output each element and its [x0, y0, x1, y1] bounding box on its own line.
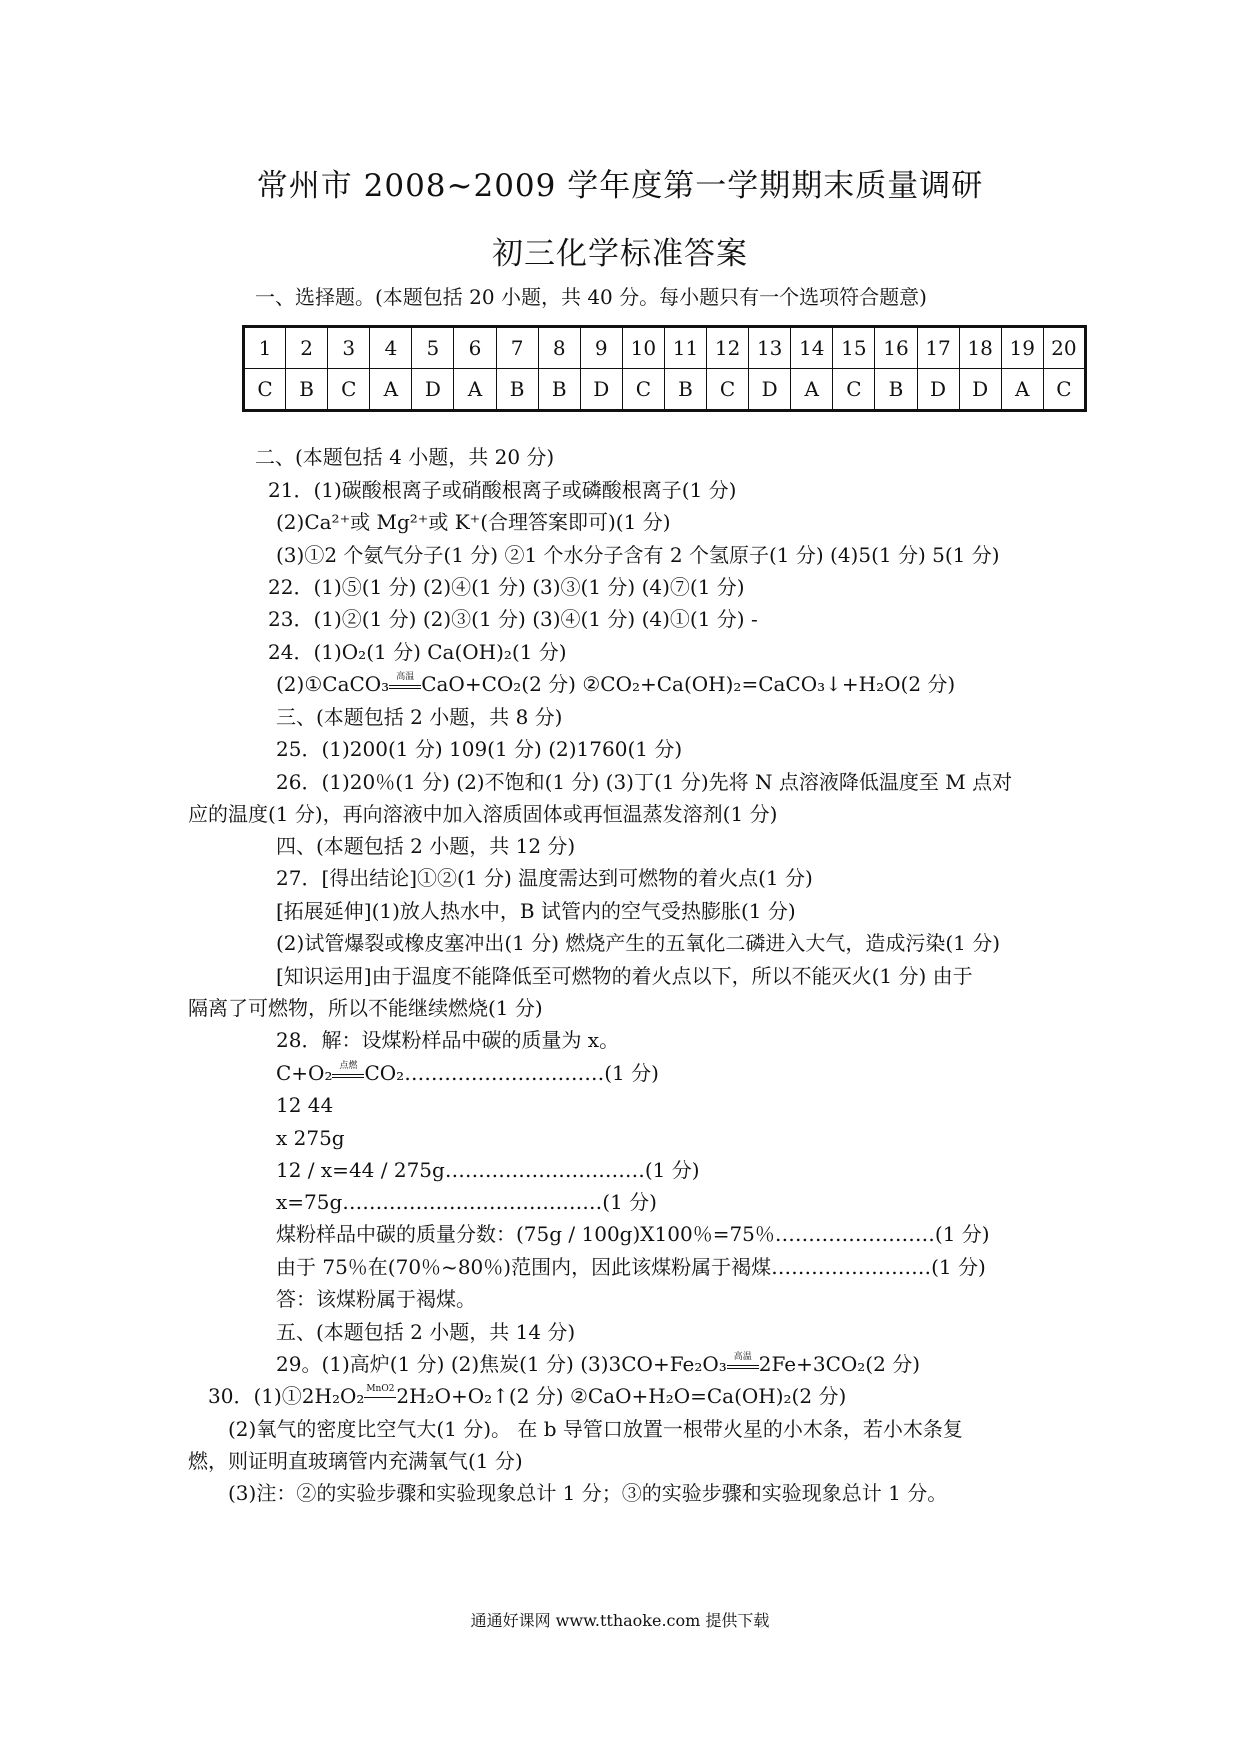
question-number-cell: 7 [496, 327, 538, 369]
reaction-condition-arrow [389, 671, 421, 696]
equation-left: (2)①CaCO₃ [276, 672, 390, 696]
answer-letter-cell: D [412, 369, 454, 411]
reaction-condition: 高温 [396, 671, 415, 682]
answer-line: 26．(1)20％(1 分) (2)不饱和(1 分) (3)丁(1 分)先将 N 点溶液降低温度至 M 点对 [276, 770, 1013, 794]
answer-line: 应的温度(1 分)，再向溶液中加入溶质固体或再恒温蒸发溶剂(1 分) [188, 802, 778, 826]
answer-line: x 275g [276, 1126, 345, 1150]
answer-line: 煤粉样品中碳的质量分数：(75g / 100g)X100％=75％……………………(1 分) [276, 1222, 990, 1246]
question-number-cell: 5 [412, 327, 454, 369]
answer-letter-cell: B [286, 369, 328, 411]
answer-letter-cell: A [791, 369, 833, 411]
question-number-cell: 10 [622, 327, 664, 369]
answer-letter-cell: B [538, 369, 580, 411]
answer-letter-cell: B [875, 369, 917, 411]
equation-left: C+O₂ [276, 1061, 333, 1085]
question-number-cell: 18 [959, 327, 1001, 369]
answer-letter-cell: C [1043, 369, 1085, 411]
answer-line: x=75g…………………………………(1 分) [276, 1190, 657, 1214]
answer-line: 25．(1)200(1 分) 109(1 分) (2)1760(1 分) [276, 737, 683, 761]
equation-line [208, 1384, 846, 1408]
question-number-cell: 8 [538, 327, 580, 369]
equation-line [276, 672, 955, 696]
page-subtitle: 初三化学标准答案 [492, 236, 748, 272]
equation-right: CaO+CO₂(2 分) ②CO₂+Ca(OH)₂=CaCO₃↓+H₂O(2 分) [421, 672, 956, 696]
equation-right: 2H₂O+O₂↑(2 分) ②CaO+H₂O=Ca(OH)₂(2 分) [396, 1384, 847, 1408]
section-1-heading: 一、选择题。(本题包括 20 小题，共 40 分。每小题只有一个选项符合题意) [255, 285, 927, 309]
answer-line: (2)Ca²⁺或 Mg²⁺或 K⁺(合理答案即可)(1 分) [276, 510, 671, 534]
equation-line [276, 1352, 920, 1376]
reaction-condition: 点燃 [339, 1060, 358, 1071]
answer-line: 27．[得出结论]①②(1 分) 温度需达到可燃物的着火点(1 分) [276, 866, 813, 890]
question-number-cell: 13 [749, 327, 791, 369]
question-number-cell: 14 [791, 327, 833, 369]
answer-letter-cell: B [496, 369, 538, 411]
answer-line: 21．(1)碳酸根离子或硝酸根离子或磷酸根离子(1 分) [268, 478, 737, 502]
answer-line: (2)试管爆裂或橡皮塞冲出(1 分) 燃烧产生的五氧化二磷进入大气，造成污染(1 分) [276, 931, 1001, 955]
question-number-cell: 16 [875, 327, 917, 369]
equation-line [276, 1061, 659, 1085]
answer-letter-cell: D [749, 369, 791, 411]
question-number-cell: 19 [1001, 327, 1043, 369]
section-3-heading: 三、(本题包括 2 小题，共 8 分) [276, 705, 563, 729]
answer-letter-row [244, 369, 1086, 411]
answer-letter-cell: C [622, 369, 664, 411]
question-number-cell: 11 [664, 327, 706, 369]
section-5-heading: 五、(本题包括 2 小题，共 14 分) [276, 1320, 576, 1344]
answer-letter-cell: D [917, 369, 959, 411]
question-number-cell: 2 [286, 327, 328, 369]
reaction-condition: 高温 [733, 1351, 752, 1362]
reaction-condition-arrow [332, 1060, 364, 1085]
page-title: 常州市 2008~2009 学年度第一学期期末质量调研 [256, 168, 984, 204]
question-number-cell: 3 [328, 327, 370, 369]
equation-right: 2Fe+3CO₂(2 分) [758, 1352, 920, 1376]
answer-line: 答：该煤粉属于褐煤。 [276, 1287, 476, 1311]
section-4-heading: 四、(本题包括 2 小题，共 12 分) [276, 834, 576, 858]
answer-line: 28．解：设煤粉样品中碳的质量为 x。 [276, 1028, 620, 1052]
answer-letter-cell: C [833, 369, 875, 411]
footer-credit: 通通好课网 www.tthaoke.com 提供下载 [470, 1611, 770, 1630]
question-number-cell: 12 [707, 327, 749, 369]
answer-line: 隔离了可燃物，所以不能继续燃烧(1 分) [188, 996, 543, 1020]
answer-line: 由于 75％在(70％~80％)范围内，因此该煤粉属于褐煤……………………(1 分) [276, 1255, 986, 1279]
answer-letter-cell: C [707, 369, 749, 411]
answer-line: 24．(1)O₂(1 分) Ca(OH)₂(1 分) [268, 640, 567, 664]
reaction-condition-arrow [364, 1383, 396, 1408]
answer-letter-cell: A [1001, 369, 1043, 411]
equation-left: 30．(1)①2H₂O₂ [208, 1384, 365, 1408]
question-number-cell: 1 [244, 327, 286, 369]
answer-line: (2)氧气的密度比空气大(1 分)。 在 b 导管口放置一根带火星的小木条，若小木条复 [228, 1417, 963, 1441]
question-number-cell: 4 [370, 327, 412, 369]
question-number-cell: 6 [454, 327, 496, 369]
equation-right: CO₂…………………………(1 分) [364, 1061, 659, 1085]
answer-line: 燃，则证明直玻璃管内充满氧气(1 分) [188, 1449, 523, 1473]
answer-letter-cell: C [244, 369, 286, 411]
answer-line: (3)①2 个氨气分子(1 分) ②1 个水分子含有 2 个氢原子(1 分) (4)5(1 分) 5(1 分) [276, 543, 1000, 567]
answer-letter-cell: D [959, 369, 1001, 411]
answer-letter-cell: C [328, 369, 370, 411]
answer-letter-cell: A [454, 369, 496, 411]
answer-line: [拓展延伸](1)放人热水中，B 试管内的空气受热膨胀(1 分) [276, 899, 796, 923]
question-number-cell: 9 [580, 327, 622, 369]
section-2-heading: 二、(本题包括 4 小题，共 20 分) [255, 445, 555, 469]
answer-line: 22．(1)⑤(1 分) (2)④(1 分) (3)③(1 分) (4)⑦(1 分) [268, 575, 745, 599]
question-number-row [244, 327, 1086, 369]
question-number-cell: 17 [917, 327, 959, 369]
answer-letter-cell: A [370, 369, 412, 411]
answer-line: [知识运用]由于温度不能降低至可燃物的着火点以下，所以不能灭火(1 分) 由于 [276, 964, 973, 988]
reaction-condition: MnO2 [366, 1383, 395, 1394]
answer-table [242, 325, 1087, 412]
answer-letter-cell: D [580, 369, 622, 411]
answer-line: (3)注：②的实验步骤和实验现象总计 1 分；③的实验步骤和实验现象总计 1 分。 [228, 1481, 948, 1505]
question-number-cell: 15 [833, 327, 875, 369]
reaction-condition-arrow [727, 1351, 759, 1376]
answer-line: 23．(1)②(1 分) (2)③(1 分) (3)④(1 分) (4)①(1 分) - [268, 607, 758, 631]
question-number-cell: 20 [1043, 327, 1085, 369]
answer-letter-cell: B [664, 369, 706, 411]
answer-line: 12 44 [276, 1093, 334, 1117]
answer-line: 12 / x=44 / 275g…………………………(1 分) [276, 1158, 700, 1182]
equation-left: 29。(1)高炉(1 分) (2)焦炭(1 分) (3)3CO+Fe₂O₃ [276, 1352, 727, 1376]
